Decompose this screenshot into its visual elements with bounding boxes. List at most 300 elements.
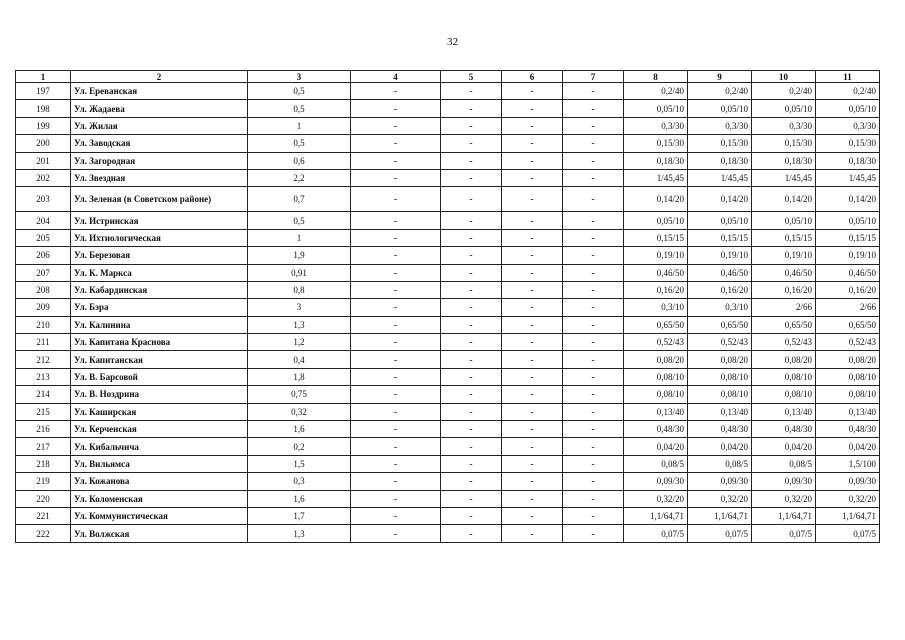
table-row xyxy=(16,334,880,351)
row-number-cell: 217 xyxy=(16,438,71,455)
col8-cell: 0,08/10 xyxy=(624,386,688,403)
col11-cell: 0,08/20 xyxy=(816,351,880,368)
row-number-cell: 222 xyxy=(16,525,71,542)
table-row xyxy=(16,229,880,246)
col7-cell: - xyxy=(563,117,624,134)
col10-cell: 0,18/30 xyxy=(752,152,816,169)
length-cell: 0,32 xyxy=(248,403,351,420)
street-name-cell: Ул. Ереванская xyxy=(71,83,248,100)
table-body xyxy=(16,83,880,543)
length-cell: 3 xyxy=(248,299,351,316)
row-number-cell: 200 xyxy=(16,135,71,152)
col4-cell: - xyxy=(351,100,441,117)
length-cell: 0,2 xyxy=(248,438,351,455)
row-number-cell: 212 xyxy=(16,351,71,368)
col4-cell: - xyxy=(351,169,441,186)
col11-cell: 0,08/10 xyxy=(816,386,880,403)
col9-cell: 1/45,45 xyxy=(688,169,752,186)
col5-cell: - xyxy=(441,403,502,420)
col4-cell: - xyxy=(351,525,441,542)
table-row xyxy=(16,403,880,420)
col11-cell: 1/45,45 xyxy=(816,169,880,186)
col4-cell: - xyxy=(351,229,441,246)
col5-cell: - xyxy=(441,334,502,351)
col8-cell: 0,15/15 xyxy=(624,229,688,246)
table-row xyxy=(16,368,880,385)
street-name-cell: Ул. Бэра xyxy=(71,299,248,316)
col9-cell: 0,52/43 xyxy=(688,334,752,351)
col11-cell: 0,65/50 xyxy=(816,316,880,333)
col5-cell: - xyxy=(441,386,502,403)
col4-cell: - xyxy=(351,299,441,316)
col10-cell: 0,16/20 xyxy=(752,281,816,298)
table-row xyxy=(16,281,880,298)
col4-cell: - xyxy=(351,187,441,212)
row-number-cell: 201 xyxy=(16,152,71,169)
length-cell: 1,9 xyxy=(248,247,351,264)
col7-cell: - xyxy=(563,100,624,117)
col4-cell: - xyxy=(351,368,441,385)
col11-cell: 0,13/40 xyxy=(816,403,880,420)
col7-cell: - xyxy=(563,368,624,385)
col6-cell: - xyxy=(502,212,563,229)
col10-cell: 0,65/50 xyxy=(752,316,816,333)
col4-cell: - xyxy=(351,438,441,455)
street-name-cell: Ул. Кожанова xyxy=(71,473,248,490)
col8-cell: 0,3/30 xyxy=(624,117,688,134)
length-cell: 1,7 xyxy=(248,507,351,524)
length-cell: 0,5 xyxy=(248,83,351,100)
table-row xyxy=(16,386,880,403)
col5-cell: - xyxy=(441,135,502,152)
row-number-cell: 215 xyxy=(16,403,71,420)
col5-cell: - xyxy=(441,525,502,542)
col8-cell: 0,65/50 xyxy=(624,316,688,333)
col10-cell: 0,07/5 xyxy=(752,525,816,542)
street-name-cell: Ул. Зеленая (в Советском районе) xyxy=(71,187,248,212)
col9-cell: 0,08/10 xyxy=(688,368,752,385)
col9-cell: 0,13/40 xyxy=(688,403,752,420)
row-number-cell: 199 xyxy=(16,117,71,134)
col6-cell: - xyxy=(502,473,563,490)
col6-cell: - xyxy=(502,152,563,169)
col9-cell: 0,18/30 xyxy=(688,152,752,169)
column-header: 7 xyxy=(563,71,624,83)
col9-cell: 0,08/10 xyxy=(688,386,752,403)
row-number-cell: 216 xyxy=(16,421,71,438)
header-row xyxy=(16,71,880,83)
length-cell: 0,5 xyxy=(248,100,351,117)
col8-cell: 0,08/20 xyxy=(624,351,688,368)
col11-cell: 0,14/20 xyxy=(816,187,880,212)
col11-cell: 0,48/30 xyxy=(816,421,880,438)
col6-cell: - xyxy=(502,438,563,455)
row-number-cell: 208 xyxy=(16,281,71,298)
col6-cell: - xyxy=(502,169,563,186)
col11-cell: 0,46/50 xyxy=(816,264,880,281)
length-cell: 0,3 xyxy=(248,473,351,490)
row-number-cell: 209 xyxy=(16,299,71,316)
col8-cell: 0,3/10 xyxy=(624,299,688,316)
col7-cell: - xyxy=(563,507,624,524)
col4-cell: - xyxy=(351,117,441,134)
col8-cell: 0,32/20 xyxy=(624,490,688,507)
length-cell: 0,6 xyxy=(248,152,351,169)
row-number-cell: 220 xyxy=(16,490,71,507)
length-cell: 0,5 xyxy=(248,212,351,229)
col9-cell: 0,48/30 xyxy=(688,421,752,438)
table-row xyxy=(16,247,880,264)
col6-cell: - xyxy=(502,83,563,100)
col8-cell: 0,04/20 xyxy=(624,438,688,455)
page-number: 32 xyxy=(447,36,458,48)
col4-cell: - xyxy=(351,152,441,169)
col10-cell: 0,3/30 xyxy=(752,117,816,134)
col6-cell: - xyxy=(502,229,563,246)
street-name-cell: Ул. Загородная xyxy=(71,152,248,169)
col7-cell: - xyxy=(563,490,624,507)
length-cell: 1 xyxy=(248,229,351,246)
col5-cell: - xyxy=(441,455,502,472)
col6-cell: - xyxy=(502,455,563,472)
col11-cell: 0,04/20 xyxy=(816,438,880,455)
col4-cell: - xyxy=(351,334,441,351)
length-cell: 0,75 xyxy=(248,386,351,403)
col6-cell: - xyxy=(502,386,563,403)
col4-cell: - xyxy=(351,212,441,229)
length-cell: 0,4 xyxy=(248,351,351,368)
column-header: 2 xyxy=(71,71,248,83)
column-header: 4 xyxy=(351,71,441,83)
col11-cell: 0,19/10 xyxy=(816,247,880,264)
row-number-cell: 203 xyxy=(16,187,71,212)
table-row xyxy=(16,351,880,368)
col8-cell: 0,52/43 xyxy=(624,334,688,351)
col5-cell: - xyxy=(441,100,502,117)
col11-cell: 0,15/30 xyxy=(816,135,880,152)
col8-cell: 0,48/30 xyxy=(624,421,688,438)
col9-cell: 0,09/30 xyxy=(688,473,752,490)
table-row xyxy=(16,438,880,455)
col5-cell: - xyxy=(441,421,502,438)
col9-cell: 0,07/5 xyxy=(688,525,752,542)
col10-cell: 1/45,45 xyxy=(752,169,816,186)
col10-cell: 0,05/10 xyxy=(752,100,816,117)
col5-cell: - xyxy=(441,83,502,100)
col9-cell: 0,19/10 xyxy=(688,247,752,264)
col6-cell: - xyxy=(502,403,563,420)
table-row xyxy=(16,100,880,117)
row-number-cell: 197 xyxy=(16,83,71,100)
col7-cell: - xyxy=(563,438,624,455)
col6-cell: - xyxy=(502,247,563,264)
col9-cell: 0,15/15 xyxy=(688,229,752,246)
col11-cell: 0,08/10 xyxy=(816,368,880,385)
col9-cell: 0,14/20 xyxy=(688,187,752,212)
col7-cell: - xyxy=(563,386,624,403)
col10-cell: 0,08/10 xyxy=(752,386,816,403)
col6-cell: - xyxy=(502,525,563,542)
col4-cell: - xyxy=(351,247,441,264)
col11-cell: 0,05/10 xyxy=(816,100,880,117)
street-name-cell: Ул. Керченская xyxy=(71,421,248,438)
col5-cell: - xyxy=(441,299,502,316)
col11-cell: 2/66 xyxy=(816,299,880,316)
col5-cell: - xyxy=(441,212,502,229)
street-name-cell: Ул. Жадаева xyxy=(71,100,248,117)
col6-cell: - xyxy=(502,490,563,507)
col5-cell: - xyxy=(441,438,502,455)
data-table xyxy=(15,70,880,543)
col11-cell: 0,18/30 xyxy=(816,152,880,169)
col9-cell: 0,16/20 xyxy=(688,281,752,298)
col8-cell: 0,08/10 xyxy=(624,368,688,385)
row-number-cell: 211 xyxy=(16,334,71,351)
col8-cell: 0,05/10 xyxy=(624,212,688,229)
street-name-cell: Ул. Кибальчича xyxy=(71,438,248,455)
col7-cell: - xyxy=(563,351,624,368)
row-number-cell: 206 xyxy=(16,247,71,264)
col6-cell: - xyxy=(502,135,563,152)
col4-cell: - xyxy=(351,473,441,490)
row-number-cell: 214 xyxy=(16,386,71,403)
street-name-cell: Ул. Каширская xyxy=(71,403,248,420)
row-number-cell: 219 xyxy=(16,473,71,490)
col6-cell: - xyxy=(502,281,563,298)
street-name-cell: Ул. Березовая xyxy=(71,247,248,264)
col7-cell: - xyxy=(563,455,624,472)
col5-cell: - xyxy=(441,368,502,385)
col8-cell: 0,46/50 xyxy=(624,264,688,281)
col8-cell: 0,15/30 xyxy=(624,135,688,152)
row-number-cell: 202 xyxy=(16,169,71,186)
row-number-cell: 204 xyxy=(16,212,71,229)
table-row xyxy=(16,455,880,472)
col7-cell: - xyxy=(563,212,624,229)
table-row xyxy=(16,525,880,542)
col7-cell: - xyxy=(563,187,624,212)
street-name-cell: Ул. Ихтиологическая xyxy=(71,229,248,246)
street-name-cell: Ул. Коммунистическая xyxy=(71,507,248,524)
col7-cell: - xyxy=(563,421,624,438)
col6-cell: - xyxy=(502,117,563,134)
col6-cell: - xyxy=(502,351,563,368)
length-cell: 0,7 xyxy=(248,187,351,212)
length-cell: 1,5 xyxy=(248,455,351,472)
col10-cell: 0,52/43 xyxy=(752,334,816,351)
col5-cell: - xyxy=(441,490,502,507)
col9-cell: 0,04/20 xyxy=(688,438,752,455)
table-row xyxy=(16,316,880,333)
col11-cell: 0,16/20 xyxy=(816,281,880,298)
col8-cell: 0,08/5 xyxy=(624,455,688,472)
col5-cell: - xyxy=(441,281,502,298)
col8-cell: 1/45,45 xyxy=(624,169,688,186)
street-name-cell: Ул. Коломенская xyxy=(71,490,248,507)
col6-cell: - xyxy=(502,100,563,117)
col4-cell: - xyxy=(351,421,441,438)
street-name-cell: Ул. К. Маркса xyxy=(71,264,248,281)
table-row xyxy=(16,169,880,186)
table-row xyxy=(16,264,880,281)
col8-cell: 0,05/10 xyxy=(624,100,688,117)
col7-cell: - xyxy=(563,281,624,298)
street-name-cell: Ул. Звездная xyxy=(71,169,248,186)
col11-cell: 0,2/40 xyxy=(816,83,880,100)
col4-cell: - xyxy=(351,316,441,333)
table-row xyxy=(16,490,880,507)
col11-cell: 0,32/20 xyxy=(816,490,880,507)
col9-cell: 0,08/20 xyxy=(688,351,752,368)
row-number-cell: 205 xyxy=(16,229,71,246)
row-number-cell: 210 xyxy=(16,316,71,333)
street-name-cell: Ул. Калинина xyxy=(71,316,248,333)
length-cell: 1,3 xyxy=(248,316,351,333)
col7-cell: - xyxy=(563,247,624,264)
col9-cell: 0,65/50 xyxy=(688,316,752,333)
length-cell: 1,2 xyxy=(248,334,351,351)
length-cell: 1,3 xyxy=(248,525,351,542)
col8-cell: 0,09/30 xyxy=(624,473,688,490)
col6-cell: - xyxy=(502,187,563,212)
col7-cell: - xyxy=(563,83,624,100)
table-row xyxy=(16,117,880,134)
col9-cell: 0,3/10 xyxy=(688,299,752,316)
street-name-cell: Ул. Истринская xyxy=(71,212,248,229)
col9-cell: 0,2/40 xyxy=(688,83,752,100)
col10-cell: 0,15/15 xyxy=(752,229,816,246)
col7-cell: - xyxy=(563,169,624,186)
col7-cell: - xyxy=(563,299,624,316)
col5-cell: - xyxy=(441,351,502,368)
column-header: 8 xyxy=(624,71,688,83)
column-header: 9 xyxy=(688,71,752,83)
column-header: 1 xyxy=(16,71,71,83)
table-row xyxy=(16,187,880,212)
col4-cell: - xyxy=(351,386,441,403)
col10-cell: 0,46/50 xyxy=(752,264,816,281)
table-row xyxy=(16,152,880,169)
col10-cell: 1,1/64,71 xyxy=(752,507,816,524)
row-number-cell: 218 xyxy=(16,455,71,472)
col10-cell: 0,48/30 xyxy=(752,421,816,438)
col7-cell: - xyxy=(563,152,624,169)
col11-cell: 0,52/43 xyxy=(816,334,880,351)
col10-cell: 0,04/20 xyxy=(752,438,816,455)
column-header: 6 xyxy=(502,71,563,83)
col10-cell: 0,15/30 xyxy=(752,135,816,152)
length-cell: 1,6 xyxy=(248,421,351,438)
column-header: 5 xyxy=(441,71,502,83)
street-name-cell: Ул. Кабардинская xyxy=(71,281,248,298)
col6-cell: - xyxy=(502,334,563,351)
col8-cell: 0,13/40 xyxy=(624,403,688,420)
col9-cell: 0,46/50 xyxy=(688,264,752,281)
table-row xyxy=(16,135,880,152)
col4-cell: - xyxy=(351,351,441,368)
col5-cell: - xyxy=(441,169,502,186)
col8-cell: 0,18/30 xyxy=(624,152,688,169)
col6-cell: - xyxy=(502,264,563,281)
col11-cell: 0,09/30 xyxy=(816,473,880,490)
col10-cell: 0,13/40 xyxy=(752,403,816,420)
col9-cell: 0,05/10 xyxy=(688,100,752,117)
col9-cell: 0,05/10 xyxy=(688,212,752,229)
col8-cell: 0,14/20 xyxy=(624,187,688,212)
col5-cell: - xyxy=(441,473,502,490)
col9-cell: 0,3/30 xyxy=(688,117,752,134)
col8-cell: 0,07/5 xyxy=(624,525,688,542)
col9-cell: 0,08/5 xyxy=(688,455,752,472)
col10-cell: 0,05/10 xyxy=(752,212,816,229)
street-name-cell: Ул. Заводская xyxy=(71,135,248,152)
col6-cell: - xyxy=(502,507,563,524)
col7-cell: - xyxy=(563,135,624,152)
table-row xyxy=(16,299,880,316)
col10-cell: 0,14/20 xyxy=(752,187,816,212)
col5-cell: - xyxy=(441,152,502,169)
length-cell: 1,8 xyxy=(248,368,351,385)
row-number-cell: 213 xyxy=(16,368,71,385)
col4-cell: - xyxy=(351,403,441,420)
col4-cell: - xyxy=(351,281,441,298)
col5-cell: - xyxy=(441,247,502,264)
col8-cell: 0,19/10 xyxy=(624,247,688,264)
col7-cell: - xyxy=(563,403,624,420)
col6-cell: - xyxy=(502,299,563,316)
col5-cell: - xyxy=(441,316,502,333)
col5-cell: - xyxy=(441,117,502,134)
col10-cell: 0,2/40 xyxy=(752,83,816,100)
column-header: 3 xyxy=(248,71,351,83)
col4-cell: - xyxy=(351,83,441,100)
street-name-cell: Ул. Капитана Краснова xyxy=(71,334,248,351)
col9-cell: 0,32/20 xyxy=(688,490,752,507)
row-number-cell: 221 xyxy=(16,507,71,524)
col6-cell: - xyxy=(502,316,563,333)
col8-cell: 1,1/64,71 xyxy=(624,507,688,524)
col10-cell: 0,08/10 xyxy=(752,368,816,385)
col11-cell: 1,5/100 xyxy=(816,455,880,472)
column-header: 10 xyxy=(752,71,816,83)
col8-cell: 0,2/40 xyxy=(624,83,688,100)
col5-cell: - xyxy=(441,264,502,281)
table-row xyxy=(16,83,880,100)
col4-cell: - xyxy=(351,135,441,152)
length-cell: 2,2 xyxy=(248,169,351,186)
col7-cell: - xyxy=(563,473,624,490)
col7-cell: - xyxy=(563,264,624,281)
col5-cell: - xyxy=(441,187,502,212)
col4-cell: - xyxy=(351,490,441,507)
table-row xyxy=(16,421,880,438)
col6-cell: - xyxy=(502,368,563,385)
length-cell: 0,91 xyxy=(248,264,351,281)
street-name-cell: Ул. Жилая xyxy=(71,117,248,134)
col11-cell: 1,1/64,71 xyxy=(816,507,880,524)
col10-cell: 0,08/20 xyxy=(752,351,816,368)
col11-cell: 0,3/30 xyxy=(816,117,880,134)
col7-cell: - xyxy=(563,229,624,246)
col10-cell: 0,19/10 xyxy=(752,247,816,264)
col8-cell: 0,16/20 xyxy=(624,281,688,298)
col10-cell: 0,08/5 xyxy=(752,455,816,472)
length-cell: 1 xyxy=(248,117,351,134)
col7-cell: - xyxy=(563,334,624,351)
column-header: 11 xyxy=(816,71,880,83)
col7-cell: - xyxy=(563,316,624,333)
col9-cell: 0,15/30 xyxy=(688,135,752,152)
